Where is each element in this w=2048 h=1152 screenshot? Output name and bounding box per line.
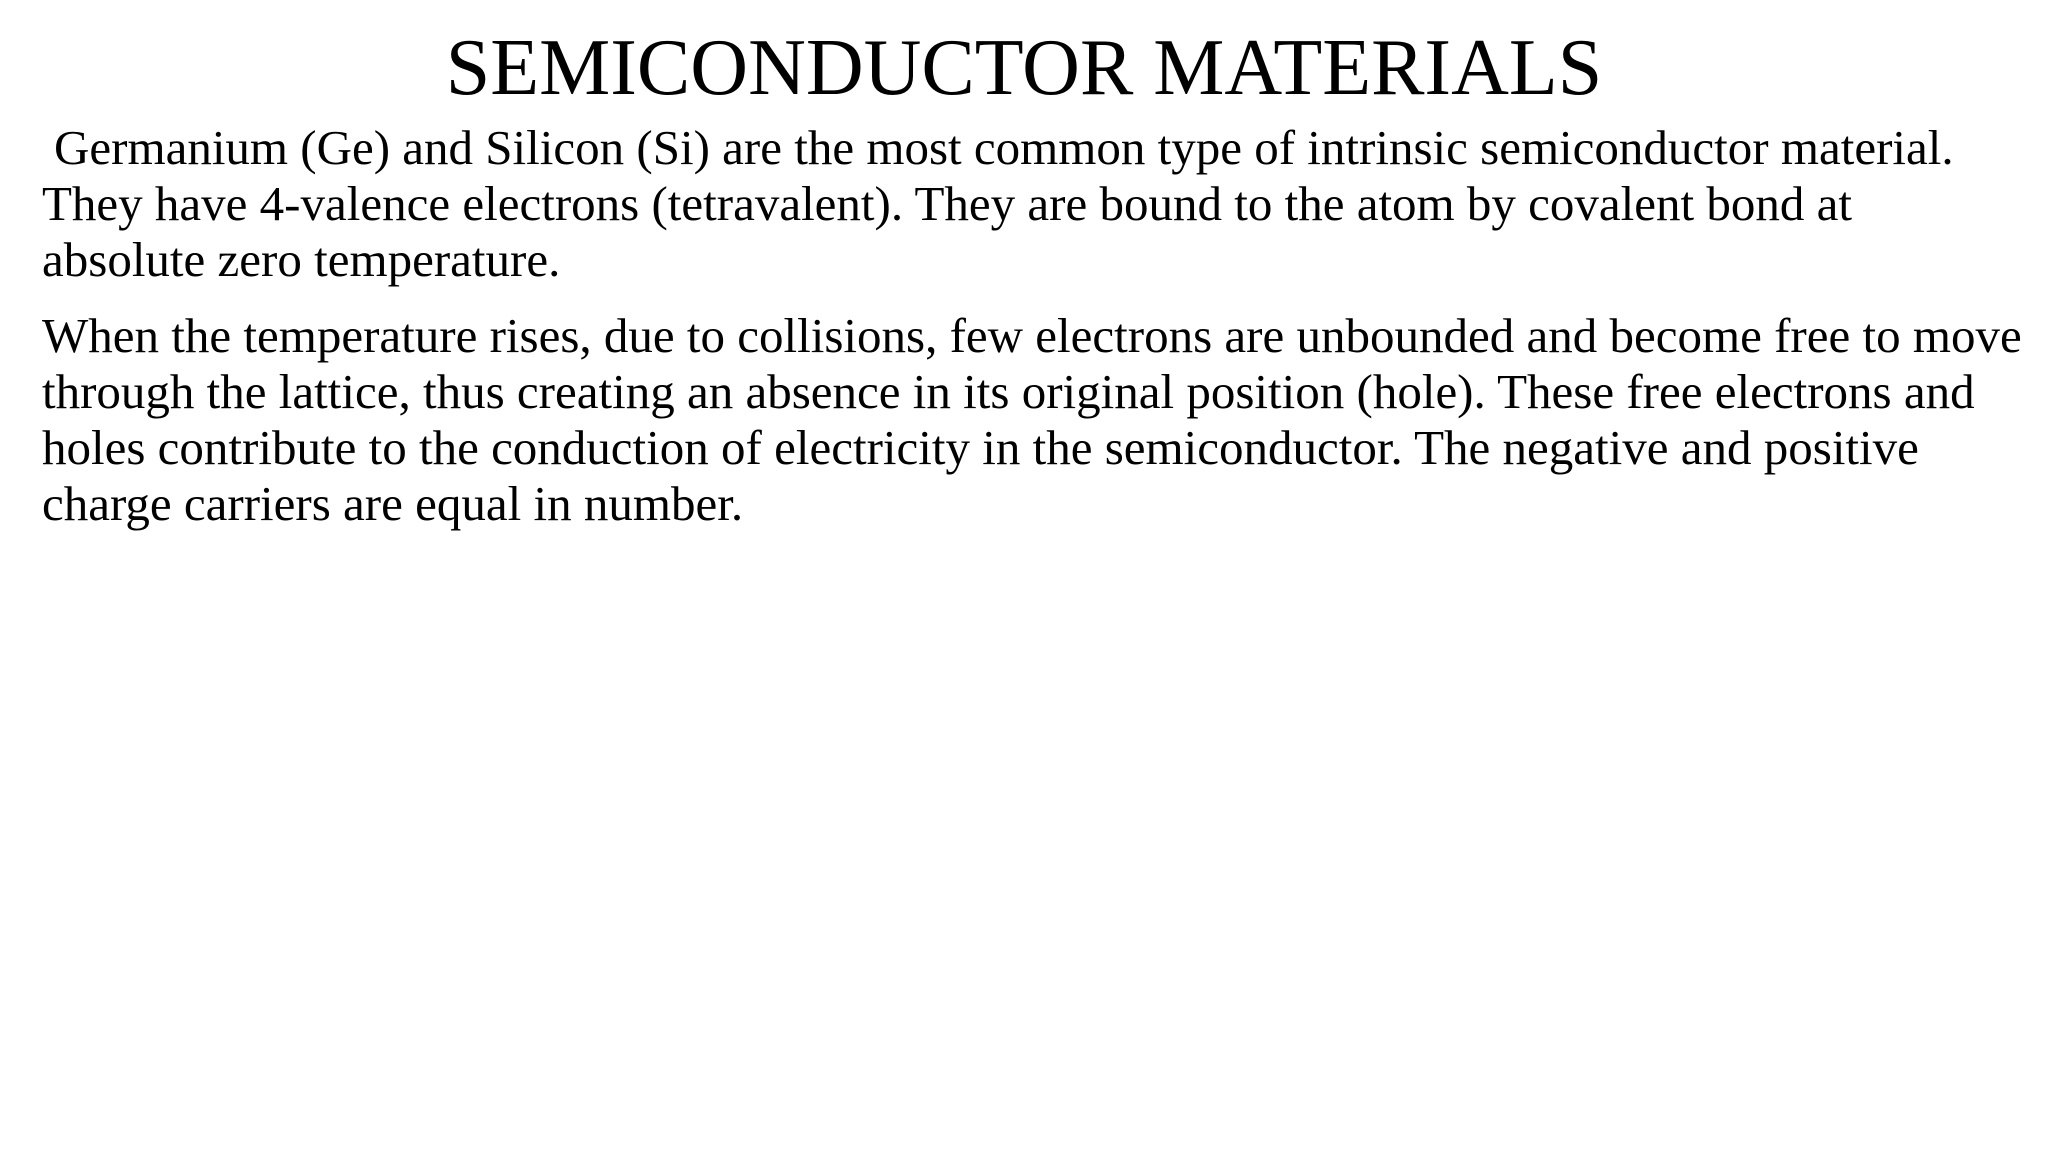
body-paragraph-temperature-effect: When the temperature rises, due to collisions, few electrons are unbounded and become free to move through the lattice, thus creating an absence in its original position (hole). These free electrons and holes contribute to the conduction of electricity in the semiconductor. The negative and positive charge carriers are equal in number. xyxy=(42,308,2022,531)
slide-body xyxy=(42,120,2022,532)
slide-title: SEMICONDUCTOR MATERIALS xyxy=(445,24,1603,112)
body-paragraph-intrinsic-materials: Germanium (Ge) and Silicon (Si) are the most common type of intrinsic semiconductor material. They have 4-valence electrons (tetravalent). They are bound to the atom by covalent bond at absolute zero temperature. xyxy=(42,120,1954,287)
